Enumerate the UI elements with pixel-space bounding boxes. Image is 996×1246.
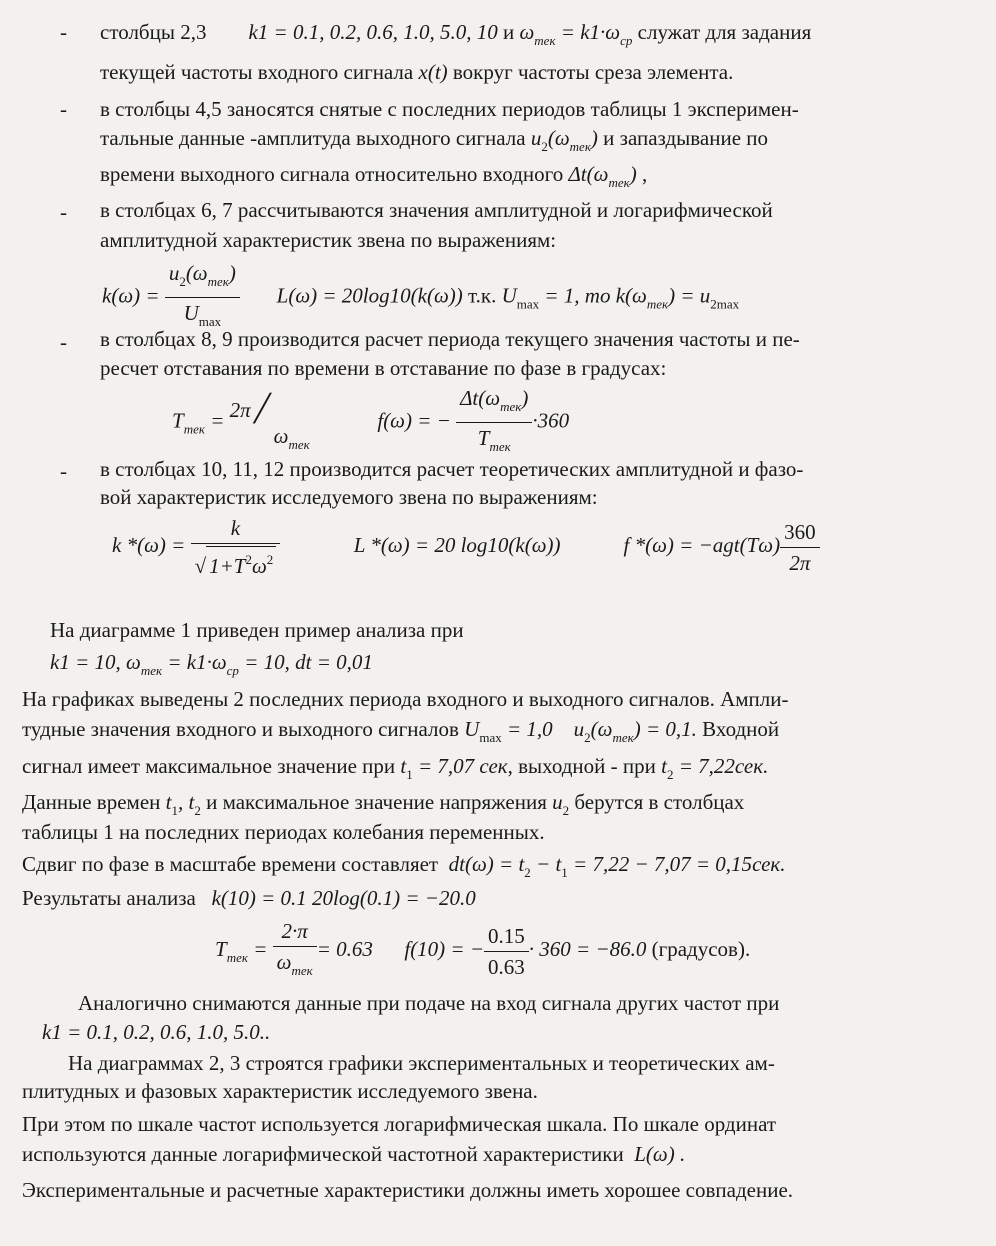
- paragraph-diagrams-2: плитудных и фазовых характеристик исследуемого звена.: [22, 1079, 538, 1103]
- paragraph-line-results: Результаты анализа k(10) = 0.1 20log(0.1) = −20.0: [22, 886, 476, 910]
- paragraph-conclusion: Экспериментальные и расчетные характеристики должны иметь хорошее совпадение.: [22, 1178, 794, 1202]
- bullet-4-line-2: ресчет отставания по времени в отставание по фазе в градусах:: [100, 356, 667, 380]
- bullet-dash: -: [60, 20, 67, 44]
- bullet-5-line-1: в столбцах 10, 11, 12 производится расчет теоретических амплитудной и фазо-: [100, 457, 804, 481]
- paragraph-example-params: k1 = 10, $\omega_{тек} = k1\cdot\omega_{ср} = 10$, dt = 0,01: [50, 650, 373, 678]
- formula-theoretical: k *(ω) = $\frac{k}{√ 1+T^2\omega^2}$ L *(ω) = 20 log10(k(ω)) f *(ω) = −agt(Tω) $\frac{360}{2\pi}$: [112, 515, 820, 579]
- paragraph-line-data-times: Данные времен $t_1$, $t_2$ и максимальное значение напряжения $u_2$ берутся в столбцах: [22, 790, 745, 818]
- paragraph-scale-2: используются данные логарифмической частотной характеристики L(ω) .: [22, 1142, 686, 1166]
- bullet-dash: -: [60, 330, 67, 354]
- bullet-dash: -: [60, 459, 67, 483]
- paragraph-line-maxima: сигнал имеет максимальное значение при $t_1 = 7,07$ сек, выходной - при $t_2 = 7,22сек$.: [22, 754, 769, 782]
- paragraph-similar: Аналогично снимаются данные при подаче на вход сигнала других частот при: [78, 991, 780, 1015]
- bullet-3-line-1: в столбцах 6, 7 рассчитываются значения амплитудной и логарифмической: [100, 198, 773, 222]
- paragraph-example-intro: На диаграмме 1 приведен пример анализа при: [50, 618, 464, 642]
- bullet-1-line-2: текущей частоты входного сигнала x(t) вокруг частоты среза элемента.: [100, 60, 734, 84]
- bullet-dash: -: [60, 97, 67, 121]
- paragraph-line-amplitudes: тудные значения входного и выходного сигналов $U_{max} = 1,0$ $u_2(\omega_{тек}) = 0,1$. Входной: [22, 717, 780, 745]
- paragraph-scale: При этом по шкале частот используется логарифмическая шкала. По шкале ординат: [22, 1112, 777, 1136]
- formula-results: $T_{тек}$ = $\frac{2\cdot\pi}{\omega_{тек}}$ = 0.63 f(10) = − $\frac{0.15}{0.63}$ · 360 = −86.0 (градусов).: [215, 919, 751, 979]
- paragraph-line-phase-shift: Сдвиг по фазе в масштабе времени составляет $dt(\omega) = t_2 - t_1 = 7,22 - 7,07 = 0,15сек$.: [22, 852, 786, 880]
- paragraph-line-graphs: На графиках выведены 2 последних периода входного и выходного сигналов. Ампли-: [22, 687, 789, 711]
- formula-period: $T_{тек}$ = 2π / $\omega_{тек}$ f(ω) = − $\frac{\Delta t(\omega_{тек})}{T_{тек}}$ ·360: [172, 381, 570, 454]
- paragraph-diagrams: На диаграммах 2, 3 строятся графики экспериментальных и теоретических ам-: [68, 1051, 775, 1075]
- paragraph-line-table: таблицы 1 на последних периодах колебания переменных.: [22, 820, 545, 844]
- bullet-4-line-1: в столбцах 8, 9 производится расчет периода текущего значения частоты и пе-: [100, 327, 800, 351]
- bullet-3-line-2: амплитудной характеристик звена по выражениям:: [100, 228, 557, 252]
- bullet-2-line-2: тальные данные -амплитуда выходного сигнала $u_2(\omega_{тек})$ и запаздывание по: [100, 126, 768, 154]
- formula-k-omega: k(ω) = $\frac{u_2(\omega_{тек})}{U_{max}}$ L(ω) = 20log10(k(ω)) т.к. $U_{max} = 1$, то $k(\omega_{тек}) = u_{2max}$: [102, 261, 740, 329]
- bullet-1-line-1: столбцы 2,3 k1 = 0.1, 0.2, 0.6, 1.0, 5.0, 10 и $\omega_{тек} = k1\cdot\omega_{ср}$ служат для задания: [100, 20, 812, 48]
- bullet-dash: -: [60, 200, 67, 224]
- bullet-2-line-1: в столбцы 4,5 заносятся снятые с последних периодов таблицы 1 эксперимен-: [100, 97, 799, 121]
- bullet-2-line-3: времени выходного сигнала относительно входного $\Delta t(\omega_{тек})$ ,: [100, 162, 648, 190]
- bullet-5-line-2: вой характеристик исследуемого звена по выражениям:: [100, 485, 598, 509]
- paragraph-similar-freqs: k1 = 0.1, 0.2, 0.6, 1.0, 5.0..: [42, 1020, 271, 1044]
